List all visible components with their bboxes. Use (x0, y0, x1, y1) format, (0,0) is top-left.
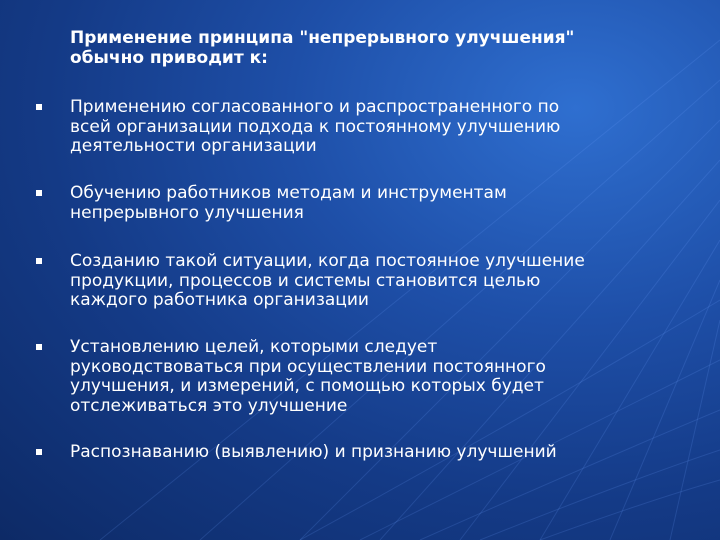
bullet-icon (36, 258, 42, 264)
bullet-icon (36, 190, 42, 196)
bullet-icon (36, 344, 42, 350)
bullet-icon (36, 449, 42, 455)
bullet-icon (36, 104, 42, 110)
list-item-text: Обучению работников методам и инструментам непрерывного улучшения (70, 183, 507, 223)
slide-title: Применение принципа "непрерывного улучшения" обычно приводит к: (70, 28, 575, 68)
list-item-text: Установлению целей, которыми следует руководствоваться при осуществлении постоянного улучшения, и измерений, с помощью которых будет отслеживаться это улучшение (70, 337, 546, 416)
list-item-text: Созданию такой ситуации, когда постоянное улучшение продукции, процессов и системы становится целью каждого работника организации (70, 251, 585, 310)
list-item-text: Применению согласованного и распространенного по всей организации подхода к постоянному улучшению деятельности организации (70, 97, 561, 156)
list-item-text: Распознаванию (выявлению) и признанию улучшений (70, 442, 557, 462)
